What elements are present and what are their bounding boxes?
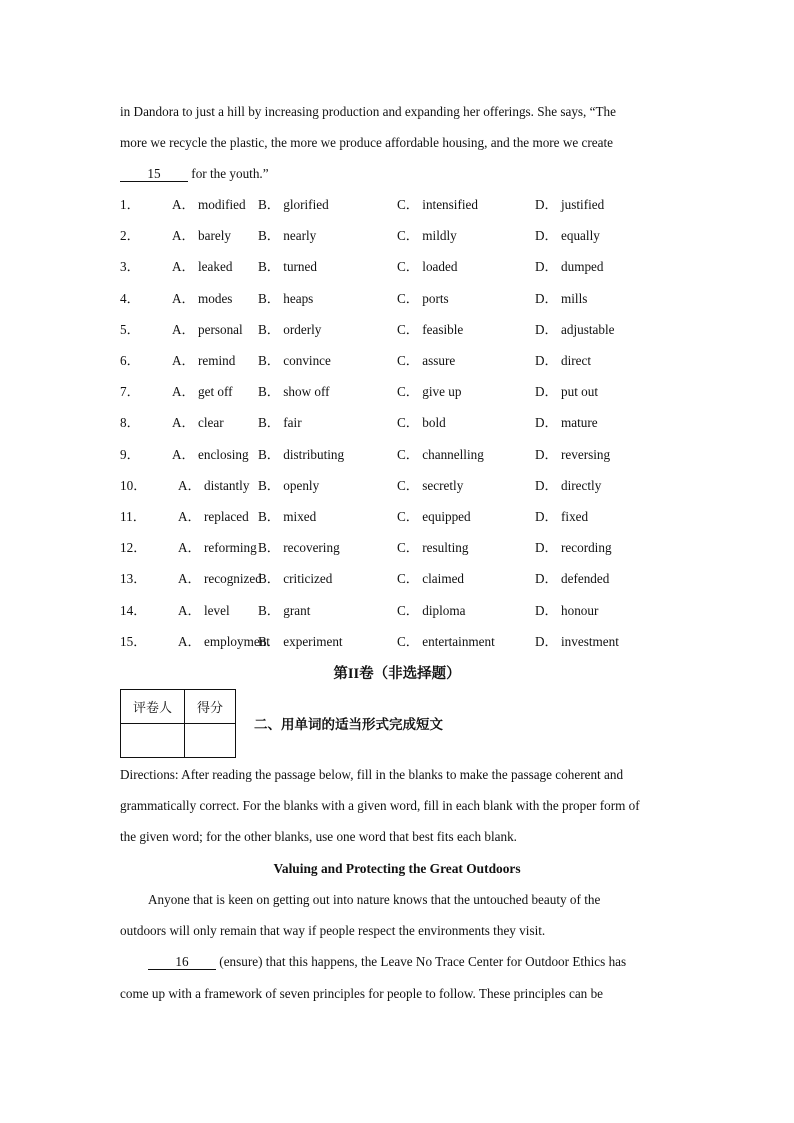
option-a[interactable]: A． replaced	[178, 509, 249, 524]
blank-16[interactable]: 16	[148, 955, 216, 970]
option-row	[120, 571, 680, 587]
section-title: 第II卷（非选择题）	[333, 666, 461, 682]
passage-line: more we recycle the plastic, the more we produce affordable housing, and the more we create	[120, 135, 613, 150]
passage-text: (ensure) that this happens, the Leave No Trace Center for Outdoor Ethics has	[216, 954, 627, 969]
question-number: 8．	[120, 415, 140, 431]
option-d[interactable]: D． direct	[535, 353, 592, 368]
option-c[interactable]: C． intensified	[397, 197, 478, 212]
question-number: 3．	[120, 259, 140, 275]
option-b[interactable]: B． nearly	[258, 228, 317, 244]
option-d[interactable]: D． put out	[535, 384, 599, 400]
option-d[interactable]: D． directly	[535, 477, 602, 493]
passage-title: Valuing and Protecting the Great Outdoors	[273, 861, 521, 876]
grader-cell[interactable]	[121, 724, 185, 758]
question-number: 12．	[120, 540, 147, 556]
option-a[interactable]: A． modified	[172, 197, 246, 212]
score-cell[interactable]	[185, 724, 236, 758]
option-d[interactable]: D． recording	[535, 540, 612, 556]
passage-text: for the youth.”	[188, 166, 269, 181]
question-number: 13．	[120, 571, 147, 587]
option-row	[120, 478, 680, 494]
option-a[interactable]: A． leaked	[172, 259, 233, 275]
option-a[interactable]: A． clear	[172, 415, 224, 431]
option-a[interactable]: A． enclosing	[172, 446, 249, 462]
option-b[interactable]: B． show off	[258, 384, 330, 400]
option-row	[120, 197, 680, 213]
option-b[interactable]: B． recovering	[258, 540, 340, 556]
option-row	[120, 353, 680, 369]
question-number: 4．	[120, 290, 140, 306]
option-c[interactable]: C． loaded	[397, 259, 458, 275]
question-number: 7．	[120, 384, 140, 400]
score-label: 得分	[185, 690, 236, 724]
directions-line: the given word; for the other blanks, use one word that best fits each blank.	[120, 829, 517, 844]
part2-heading: 二、用单词的适当形式完成短文	[254, 717, 443, 733]
option-b[interactable]: B． orderly	[258, 321, 322, 337]
option-c[interactable]: C． channelling	[397, 446, 484, 462]
option-d[interactable]: D． justified	[535, 197, 605, 212]
passage-line	[120, 166, 269, 182]
option-d[interactable]: D． defended	[535, 571, 610, 587]
option-row	[120, 540, 680, 556]
option-d[interactable]: D． mature	[535, 415, 598, 431]
option-c[interactable]: C． mildly	[397, 228, 457, 244]
option-c[interactable]: C． resulting	[397, 540, 469, 556]
option-c[interactable]: C． give up	[397, 384, 462, 400]
option-b[interactable]: B． grant	[258, 602, 311, 618]
option-a[interactable]: A． level	[178, 602, 230, 618]
option-row	[120, 509, 680, 525]
option-b[interactable]: B． turned	[258, 259, 317, 275]
option-d[interactable]: D． reversing	[535, 446, 611, 462]
option-d[interactable]: D． equally	[535, 228, 600, 244]
option-a[interactable]: A． remind	[172, 353, 236, 368]
option-c[interactable]: C． diploma	[397, 602, 466, 618]
option-a[interactable]: A． modes	[172, 290, 233, 306]
option-d[interactable]: D． adjustable	[535, 321, 615, 337]
option-row	[120, 384, 680, 400]
directions-line: Directions: After reading the passage below, fill in the blanks to make the passage coherent and	[120, 767, 624, 782]
option-b[interactable]: B． experiment	[258, 633, 343, 649]
passage-line: come up with a framework of seven principles for people to follow. These principles can be	[120, 986, 604, 1001]
question-number: 11．	[120, 509, 146, 524]
blank-15[interactable]: 15	[120, 167, 188, 182]
option-d[interactable]: D． mills	[535, 290, 588, 306]
option-c[interactable]: C． secretly	[397, 477, 464, 493]
passage-line	[148, 954, 626, 970]
question-number: 14．	[120, 602, 147, 618]
passage-line: in Dandora to just a hill by increasing production and expanding her offerings. She says, “The	[120, 104, 616, 119]
option-b[interactable]: B． heaps	[258, 290, 314, 306]
option-d[interactable]: D． honour	[535, 602, 599, 618]
option-a[interactable]: A． recognized	[178, 571, 262, 587]
question-number: 9．	[120, 446, 140, 462]
option-b[interactable]: B． criticized	[258, 571, 333, 587]
passage-line: Anyone that is keen on getting out into nature knows that the untouched beauty of the	[148, 892, 601, 907]
option-d[interactable]: D． dumped	[535, 259, 604, 275]
option-a[interactable]: A． distantly	[178, 477, 250, 493]
option-c[interactable]: C． bold	[397, 415, 446, 431]
passage-line: outdoors will only remain that way if people respect the environments they visit.	[120, 923, 546, 938]
option-row	[120, 447, 680, 463]
option-c[interactable]: C． feasible	[397, 321, 464, 337]
option-row	[120, 415, 680, 431]
option-b[interactable]: B． distributing	[258, 446, 345, 462]
question-number: 1．	[120, 197, 140, 212]
question-number: 5．	[120, 321, 140, 337]
option-b[interactable]: B． mixed	[258, 509, 317, 524]
option-b[interactable]: B． glorified	[258, 197, 329, 212]
option-a[interactable]: A． reforming	[178, 540, 257, 556]
score-table	[120, 689, 236, 758]
option-row	[120, 322, 680, 338]
option-a[interactable]: A． personal	[172, 321, 243, 337]
question-number: 2．	[120, 228, 140, 244]
question-number: 6．	[120, 353, 140, 368]
option-b[interactable]: B． openly	[258, 477, 320, 493]
question-number: 10．	[120, 477, 147, 493]
option-d[interactable]: D． fixed	[535, 509, 589, 524]
grader-label: 评卷人	[121, 690, 185, 724]
option-c[interactable]: C． ports	[397, 290, 449, 306]
option-a[interactable]: A． barely	[172, 228, 231, 244]
option-a[interactable]: A． employment	[178, 633, 270, 649]
option-d[interactable]: D． investment	[535, 633, 619, 649]
option-row	[120, 259, 680, 275]
option-row	[120, 603, 680, 619]
option-b[interactable]: B． fair	[258, 415, 302, 431]
option-c[interactable]: C． claimed	[397, 571, 465, 587]
option-c[interactable]: C． assure	[397, 353, 456, 368]
option-c[interactable]: C． equipped	[397, 509, 471, 524]
option-c[interactable]: C． entertainment	[397, 633, 495, 649]
option-row	[120, 634, 680, 650]
question-number: 15．	[120, 633, 147, 649]
option-row	[120, 228, 680, 244]
option-row	[120, 291, 680, 307]
directions-line: grammatically correct. For the blanks with a given word, fill in each blank with the proper form of	[120, 798, 640, 813]
option-a[interactable]: A． get off	[172, 384, 233, 400]
option-b[interactable]: B． convince	[258, 353, 331, 368]
